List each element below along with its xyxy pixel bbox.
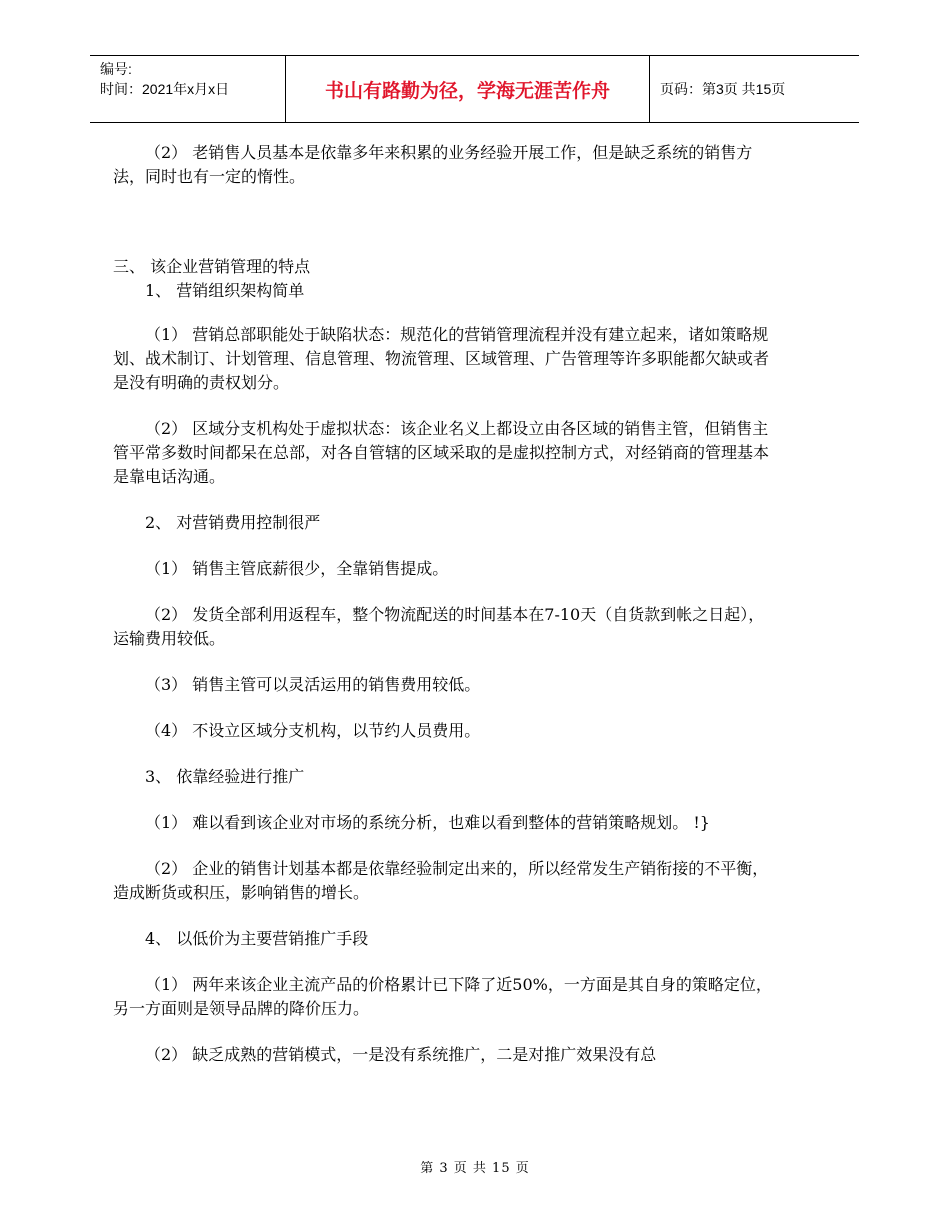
paragraph: （2） 老销售人员基本是依靠多年来积累的业务经验开展工作，但是缺乏系统的销售方法，同时也有一定的惰性。 [113,143,753,186]
header-page-number: 页码：第3页 共15页 [660,81,786,97]
subsection-heading: 3、 依靠经验进行推广 [145,767,305,786]
paragraph: （2） 企业的销售计划基本都是依靠经验制定出来的，所以经常发生产销衔接的不平衡，造成断货或积压，影响销售的增长。 [113,859,769,902]
page-footer: 第 3 页 共 15 页 [420,1161,530,1176]
paragraph: （1） 销售主管底薪很少，全靠销售提成。 [145,559,449,578]
paragraph: （2） 缺乏成熟的营销模式，一是没有系统推广，二是对推广效果没有总 [145,1045,657,1064]
paragraph: （2） 区域分支机构处于虚拟状态：该企业名义上都设立由各区域的销售主管，但销售主管平常多数时间都呆在总部，对各自管辖的区域采取的是虚拟控制方式，对经销商的管理基本是靠电话沟通。 [113,419,770,486]
document-number-label: 编号: [100,61,132,77]
document-body [113,141,773,1067]
document-date: 时间：2021年x月x日 [100,81,230,97]
page-header [90,55,859,123]
paragraph: （2） 发货全部利用返程车，整个物流配送的时间基本在7-10天（自货款到帐之日起），运输费用较低。 [113,605,765,648]
paragraph: （4） 不设立区域分支机构，以节约人员费用。 [145,721,481,740]
subsection-heading: 1、 营销组织架构简单 [145,281,305,300]
header-meta [90,56,286,122]
subsection-heading: 4、 以低价为主要营销推广手段 [145,929,369,948]
header-motto: 书山有路勤为径，学海无涯苦作舟 [286,56,650,122]
paragraph: （1） 两年来该企业主流产品的价格累计已下降了近50%，一方面是其自身的策略定位，另一方面则是领导品牌的降价压力。 [113,975,772,1018]
section-heading: 三、 该企业营销管理的特点 [113,257,311,276]
paragraph: （1） 营销总部职能处于缺陷状态：规范化的营销管理流程并没有建立起来，诸如策略规划、战术制订、计划管理、信息管理、物流管理、区域管理、广告管理等许多职能都欠缺或者是没有明确的责权划分。 [113,325,770,392]
paragraph: （1） 难以看到该企业对市场的系统分析，也难以看到整体的营销策略规划。 !} [145,813,710,832]
subsection-heading: 2、 对营销费用控制很严 [145,513,321,532]
paragraph: （3） 销售主管可以灵活运用的销售费用较低。 [145,675,481,694]
